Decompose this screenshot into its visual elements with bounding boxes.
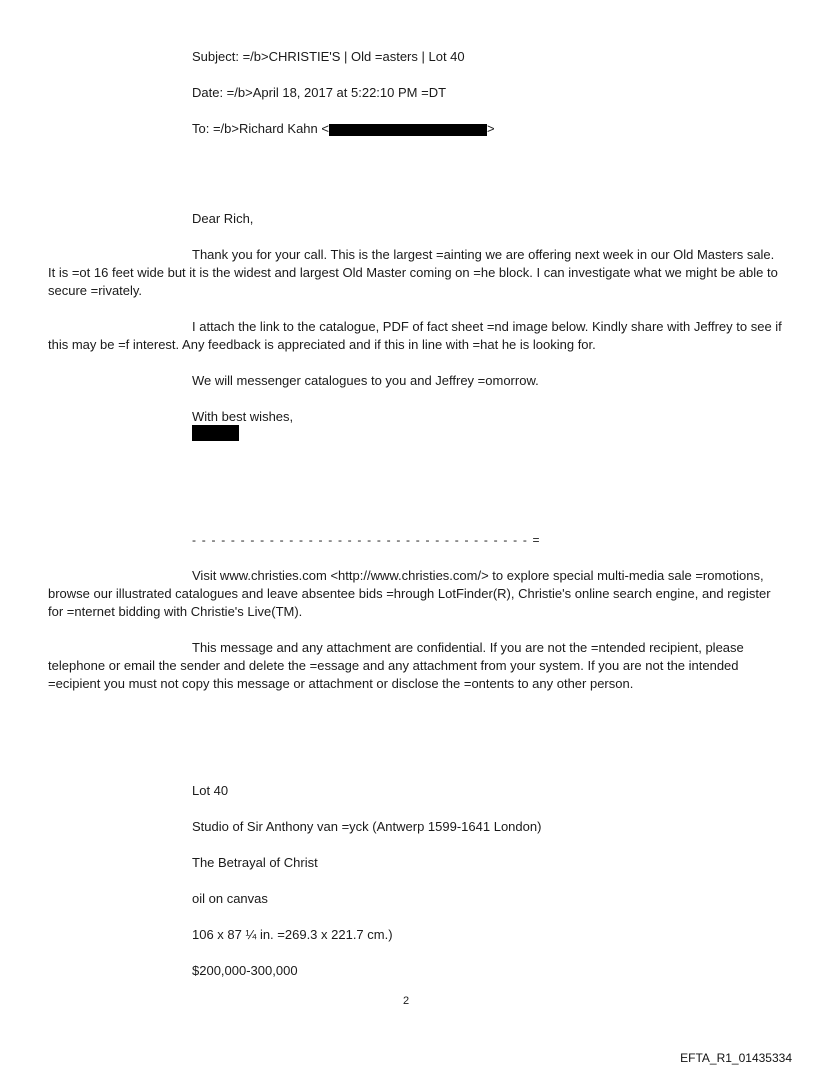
salutation: Dear Rich,: [192, 211, 254, 226]
redacted-email: [329, 124, 487, 136]
confidentiality-text: This message and any attachment are confidential. If you are not the =ntended recipient, please telephone or email the sender and delete the =essage and any attachment from your system. If you are not the intended =ecipient you must not copy this message or attachment or disclose the =ontents to any other person.: [48, 640, 744, 691]
body-paragraph-3: We will messenger catalogues to you and Jeffrey =omorrow.: [192, 373, 539, 388]
redacted-signature: [192, 425, 239, 441]
body-paragraph-1: [48, 246, 783, 300]
paragraph-2-text: I attach the link to the catalogue, PDF of fact sheet =nd image below. Kindly share with Jeffrey to see if this may be =f interest. Any feedback is appreciated and if this in line with =hat he is looking for.: [48, 319, 782, 352]
lot-title: The Betrayal of Christ: [192, 855, 318, 870]
to-name: Richard Kahn <: [238, 121, 329, 136]
visit-paragraph: [48, 567, 783, 621]
paragraph-1-text: Thank you for your call. This is the largest =ainting we are offering next week in our Old Masters sale. It is =ot 16 feet wide but it is the widest and largest Old Master coming on =he block. I can investigate what we might be able to secure =rivately.: [48, 247, 778, 298]
closing: With best wishes,: [192, 409, 294, 424]
confidentiality-paragraph: [48, 639, 783, 693]
lot-number: Lot 40: [192, 783, 229, 798]
lot-medium: oil on canvas: [192, 891, 268, 906]
lot-artist: Studio of Sir Anthony van =yck (Antwerp 1599-1641 London): [192, 819, 542, 834]
date-line: [192, 84, 446, 102]
visit-text: Visit www.christies.com <http://www.christies.com/> to explore special multi-media sale =romotions, browse our illustrated catalogues and leave absentee bids =hrough LotFinder(R), Christie's online search engine, and register for =nternet bidding with Christie's Live(TM).: [48, 568, 771, 619]
date-label: Date: =/b>: [192, 85, 253, 100]
subject-value: CHRISTIE'S | Old =asters | Lot 40: [268, 49, 465, 64]
page-number: 2: [403, 995, 410, 1007]
subject-line: [192, 48, 465, 66]
to-line: [192, 120, 495, 138]
lot-dimensions: 106 x 87 ¼ in. =269.3 x 221.7 cm.): [192, 927, 393, 942]
separator-line: - - - - - - - - - - - - - - - - - - - - - - - - - - - - - - - - - - - =: [192, 533, 541, 547]
lot-estimate: $200,000-300,000: [192, 963, 298, 978]
date-value: April 18, 2017 at 5:22:10 PM =DT: [252, 85, 447, 100]
body-paragraph-2: [48, 318, 783, 354]
to-label: To: =/b>: [192, 121, 239, 136]
to-close: >: [486, 121, 495, 136]
document-id: EFTA_R1_01435334: [680, 1051, 792, 1065]
subject-label: Subject: =/b>: [192, 49, 269, 64]
